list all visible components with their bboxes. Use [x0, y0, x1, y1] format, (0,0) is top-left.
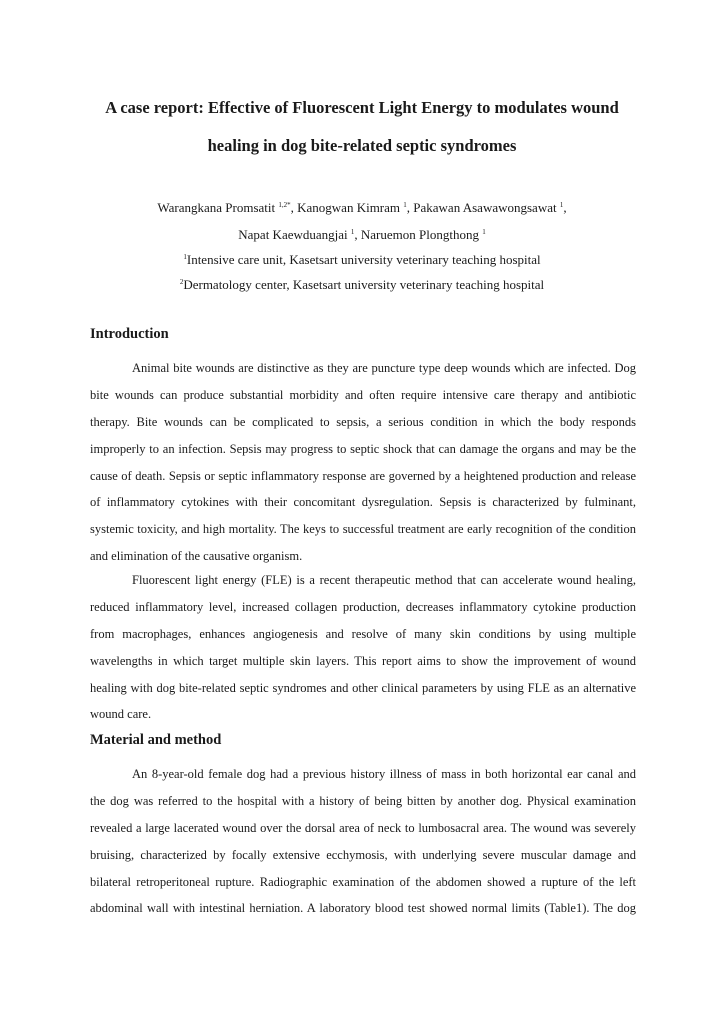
text-line: therapy. Bite wounds can be complicated to sepsis, a serious condition in which the body responds: [90, 414, 636, 429]
author-name: , Kanogwan Kimram: [290, 200, 404, 215]
text-line: wavelengths in which target multiple skin layers. This report aims to show the improvement of wound: [90, 653, 636, 668]
affiliation-text: Dermatology center, Kasetsart university veterinary teaching hospital: [183, 277, 545, 292]
introduction-paragraph-1: [90, 355, 636, 570]
text-line: bilateral retroperitoneal rupture. Radiographic examination of the abdomen showed a rupture of the left: [90, 874, 636, 889]
author-name: Napat Kaewduangjai: [238, 227, 351, 242]
affiliation-mark: 2: [179, 278, 184, 286]
text-line: abdominal wall with intestinal herniation. A laboratory blood test showed normal limits (Table1). The dog: [90, 901, 636, 916]
author-affiliation-mark: 1: [482, 228, 486, 236]
text-line: revealed a large lacerated wound over the dorsal area of neck to lumbosacral area. The wound was severely: [90, 820, 636, 835]
paper-title-line-2: healing in dog bite-related septic syndromes: [207, 136, 517, 155]
author-affiliation-mark: 1: [403, 201, 407, 209]
text-line: cause of death. Sepsis or septic inflammatory response are governed by a heightened production and release: [90, 468, 636, 483]
paper-title-line-1: A case report: Effective of Fluorescent Light Energy to modulates wound: [105, 98, 619, 117]
author-separator: ,: [563, 200, 567, 215]
text-line: wound care.: [90, 707, 152, 722]
affiliation-1: [60, 251, 664, 269]
method-paragraph-1: [90, 761, 636, 922]
author-list-line-1: [60, 199, 664, 217]
author-list-line-2: [60, 226, 664, 244]
affiliation-text: Intensive care unit, Kasetsart university veterinary teaching hospital: [186, 252, 541, 267]
text-line: from macrophages, enhances angiogenesis and resolve of many skin conditions by using multiple: [90, 626, 636, 641]
text-line: healing with dog bite-related septic syndromes and other clinical parameters by using FLE as an alternative: [90, 680, 636, 695]
affiliation-mark: 1: [183, 253, 187, 261]
section-heading-material-and-method: Material and method: [90, 732, 222, 748]
introduction-paragraph-2: [90, 567, 636, 728]
text-line: An 8-year-old female dog had a previous history illness of mass in both horizontal ear canal and: [132, 767, 636, 781]
text-line: bite wounds can produce substantial morbidity and often require intensive care therapy and antibiotic: [90, 387, 636, 402]
affiliation-2: [60, 276, 664, 294]
text-line: Fluorescent light energy (FLE) is a recent therapeutic method that can accelerate wound healing,: [132, 573, 636, 587]
text-line: of inflammatory cytokines with their concomitant dysregulation. Sepsis is characterized by fulminant,: [90, 495, 636, 510]
author-name: , Pakawan Asawawongsawat: [406, 200, 560, 215]
text-line: bruising, characterized by focally extensive ecchymosis, with underlying severe muscular damage and: [90, 847, 636, 862]
author-affiliation-mark: 1,2*: [278, 201, 291, 209]
author-affiliation-mark: 1: [350, 228, 355, 236]
text-line: the dog was referred to the hospital with a history of being bitten by another dog. Physical examination: [90, 793, 636, 808]
author-affiliation-mark: 1: [559, 201, 564, 209]
text-line: systemic toxicity, and high mortality. The keys to successful treatment are early recognition of the condition: [90, 522, 636, 537]
text-line: improperly to an infection. Sepsis may progress to septic shock that can damage the organs and may be the: [90, 441, 636, 456]
author-name: , Naruemon Plongthong: [354, 227, 483, 242]
author-name: Warangkana Promsatit: [157, 200, 279, 215]
text-line: Animal bite wounds are distinctive as they are puncture type deep wounds which are infected. Dog: [132, 361, 636, 375]
text-line: and elimination of the causative organism.: [90, 549, 303, 564]
section-heading-introduction: Introduction: [90, 326, 169, 342]
text-line: reduced inflammatory level, increased collagen production, decreases inflammatory cytokine production: [90, 599, 636, 614]
